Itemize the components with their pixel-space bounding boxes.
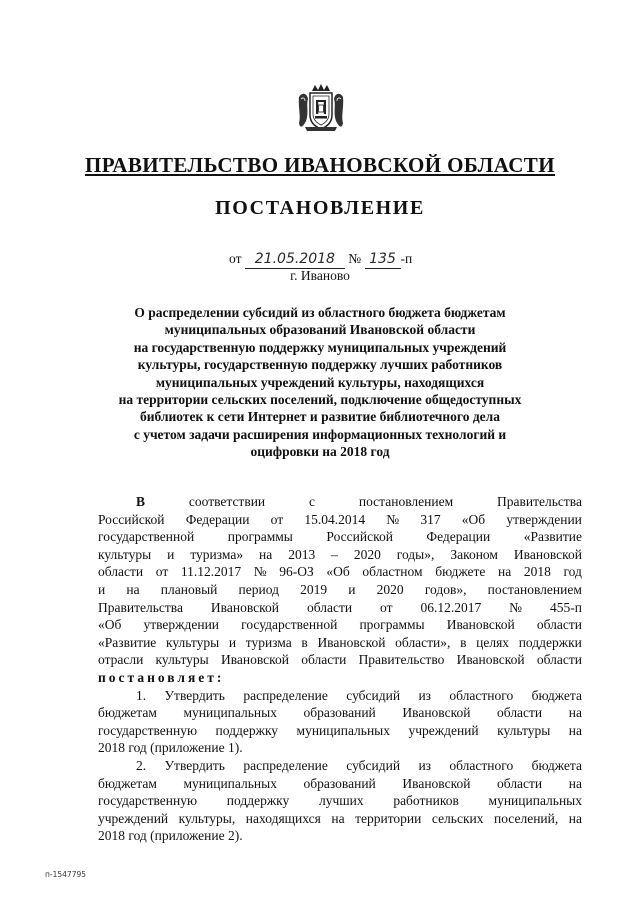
word: программы — [359, 617, 425, 633]
word: и — [228, 634, 237, 650]
city: г. Иваново — [290, 268, 350, 283]
word: области — [536, 617, 582, 633]
word: Утвердить — [164, 757, 225, 773]
word: и — [98, 581, 106, 597]
list-item — [98, 687, 582, 757]
document-body — [98, 493, 582, 845]
word: области — [497, 705, 543, 721]
word: на — [259, 546, 273, 562]
document-type: ПОСТАНОВЛЕНИЕ — [215, 197, 425, 219]
word: муниципальных — [183, 775, 277, 791]
word: на — [568, 722, 582, 738]
word: Федерации — [426, 529, 491, 545]
word: годов», — [424, 581, 467, 597]
word: образований — [303, 705, 376, 721]
word: области — [98, 564, 144, 580]
preamble-line — [98, 651, 582, 669]
word: от — [270, 511, 284, 527]
heading-line: муниципальных учреждений культуры, находящихся — [155, 374, 485, 390]
word: постановлением — [358, 494, 454, 509]
date-number-line — [229, 250, 412, 269]
document-date: 21.05.2018 — [245, 250, 345, 269]
heading-line: оцифровки на 2018 год — [250, 444, 390, 460]
word: территории — [355, 810, 422, 826]
word: государственной — [98, 529, 195, 545]
word: на — [331, 810, 345, 826]
word: сельских — [431, 810, 484, 826]
number-label: № — [348, 251, 362, 266]
word: бюджета — [531, 687, 582, 703]
word: на — [568, 810, 582, 826]
word: работников — [393, 793, 459, 809]
word: годы», — [396, 546, 435, 562]
word: культуры — [155, 652, 209, 668]
word: в — [301, 634, 308, 650]
word: Ивановской — [402, 775, 471, 791]
ivanovo-coat-of-arms-icon — [297, 83, 345, 133]
word: бюджетам — [98, 705, 157, 721]
word: от — [380, 599, 393, 615]
heading-line: культуры, государственную поддержку лучших работников — [137, 357, 503, 373]
word: Правительства — [98, 599, 183, 615]
word: субсидий — [346, 757, 401, 773]
word: области», — [395, 634, 451, 650]
word: Ивановской — [513, 546, 582, 562]
word: культуры — [165, 634, 220, 650]
word: государственную — [98, 722, 198, 738]
word: соответствии — [188, 494, 266, 509]
word: области — [306, 599, 353, 615]
word: 06.12.2017 — [420, 599, 482, 615]
heading-line: на территории сельских поселений, подключение общедоступных — [118, 392, 522, 408]
word: 2. — [136, 757, 147, 773]
word: «Развитие — [523, 529, 582, 545]
number-suffix: -п — [400, 251, 413, 266]
word: № — [509, 599, 523, 615]
word: от — [155, 564, 169, 580]
preamble-line — [98, 511, 582, 529]
word: на — [498, 564, 512, 580]
word: «Об — [98, 617, 122, 633]
word: программы — [227, 529, 293, 545]
word: культуры, — [178, 810, 236, 826]
word: Законом — [450, 546, 498, 562]
word: № — [386, 511, 400, 527]
word: муниципальных — [488, 793, 582, 809]
word: 96-ОЗ — [279, 564, 314, 580]
word: В — [136, 494, 146, 509]
word: областном — [362, 564, 423, 580]
word: учреждений — [98, 810, 169, 826]
word: муниципальных — [183, 705, 277, 721]
word: культуры — [98, 546, 152, 562]
word: Ивановской — [210, 599, 279, 615]
word: бюджете — [435, 564, 486, 580]
word: утверждении — [506, 511, 582, 527]
word: Ивановской — [402, 705, 471, 721]
list-item-line — [98, 757, 582, 775]
word: распределение — [243, 687, 328, 703]
word: Федерации — [185, 511, 250, 527]
word: субсидий — [346, 687, 401, 703]
word: Ивановской — [456, 652, 525, 668]
heading-line: О распределении субсидий из областного бюджета бюджетам — [134, 305, 506, 320]
word: с — [309, 494, 316, 509]
word: утверждении — [143, 617, 220, 633]
list-item-line — [98, 792, 582, 810]
word: отрасли — [98, 652, 144, 668]
heading-line: с учетом задачи расширения информационных технологий и — [133, 426, 507, 442]
word: области — [301, 652, 347, 668]
list-item-line — [98, 687, 582, 705]
word: на — [568, 775, 582, 791]
word: 317 — [420, 511, 441, 527]
word: поддержку — [215, 722, 279, 738]
word: поддержки — [518, 634, 582, 650]
list-item-line — [98, 775, 582, 793]
word: туризма» — [190, 546, 244, 562]
word: плановый — [160, 581, 218, 597]
preamble-line — [98, 599, 582, 617]
preamble-line — [98, 528, 582, 546]
list-item — [98, 757, 582, 845]
word: на — [126, 581, 140, 597]
list-item-last-line: 2018 год (приложение 2). — [98, 828, 243, 844]
word: «Об — [461, 511, 486, 527]
preamble-line — [98, 581, 582, 599]
word: областного — [449, 757, 514, 773]
word: учреждений — [408, 722, 479, 738]
word: на — [568, 705, 582, 721]
word: государственную — [98, 793, 198, 809]
document-heading — [0, 304, 640, 461]
from-label: от — [229, 251, 242, 266]
word: государственной — [241, 617, 338, 633]
word: области — [536, 652, 582, 668]
word: Ивановской — [446, 617, 515, 633]
word: период — [238, 581, 279, 597]
word: год — [563, 564, 582, 580]
word: культуры — [497, 722, 551, 738]
word: постановлением — [487, 581, 582, 597]
word: 15.04.2014 — [304, 511, 366, 527]
word: 2013 — [288, 546, 316, 562]
word: Российской — [98, 511, 165, 527]
word: Правительство — [358, 652, 445, 668]
word: поселений, — [494, 810, 559, 826]
word: бюджета — [531, 757, 582, 773]
word: распределение — [243, 757, 328, 773]
word: Ивановской — [220, 652, 290, 668]
word: 2018 — [523, 564, 551, 580]
word: Утвердить — [164, 687, 225, 703]
word: туризма — [245, 634, 292, 650]
word: областного — [449, 687, 514, 703]
word: муниципальных — [296, 722, 390, 738]
word: – — [331, 546, 338, 562]
list-item-line — [98, 704, 582, 722]
word: бюджетам — [98, 775, 157, 791]
word: и — [167, 546, 175, 562]
word: поддержку — [226, 793, 290, 809]
preamble-line — [98, 634, 582, 652]
document-number: 135 — [365, 250, 401, 269]
word: Правительства — [496, 494, 582, 509]
word: № — [253, 564, 267, 580]
word: из — [418, 757, 432, 773]
footer-code: п-1547795 — [45, 870, 87, 879]
preamble-line — [98, 493, 582, 511]
word: Ивановской — [317, 634, 386, 650]
word: целях — [476, 634, 510, 650]
word: 2020 — [353, 546, 381, 562]
government-title: ПРАВИТЕЛЬСТВО ИВАНОВСКОЙ ОБЛАСТИ — [85, 153, 555, 177]
word: 455-п — [550, 599, 582, 615]
list-item-line — [98, 722, 582, 740]
heading-line: библиотек к сети Интернет и развитие библиотечного дела — [140, 409, 500, 425]
word: 11.12.2017 — [180, 564, 242, 580]
word: образований — [303, 775, 376, 791]
word: 2019 — [300, 581, 328, 597]
heading-line: муниципальных образований Ивановской области — [164, 322, 476, 338]
list-item-last-line: 2018 год (приложение 1). — [98, 740, 243, 756]
word: в — [460, 634, 467, 650]
word: и — [348, 581, 356, 597]
word: 2020 — [376, 581, 404, 597]
word: «Об — [326, 564, 350, 580]
word: из — [418, 687, 432, 703]
preamble-line — [98, 563, 582, 581]
list-item-line — [98, 810, 582, 828]
heading-line: на государственную поддержку муниципальных учреждений — [133, 339, 507, 355]
decree-word: постановляет: — [98, 669, 225, 685]
word: находящихся — [245, 810, 321, 826]
word: лучших — [318, 793, 364, 809]
word: 1. — [136, 687, 147, 703]
word: области — [497, 775, 543, 791]
word: Российской — [326, 529, 393, 545]
preamble-line — [98, 546, 582, 564]
word: «Развитие — [98, 634, 157, 650]
preamble-line — [98, 616, 582, 634]
